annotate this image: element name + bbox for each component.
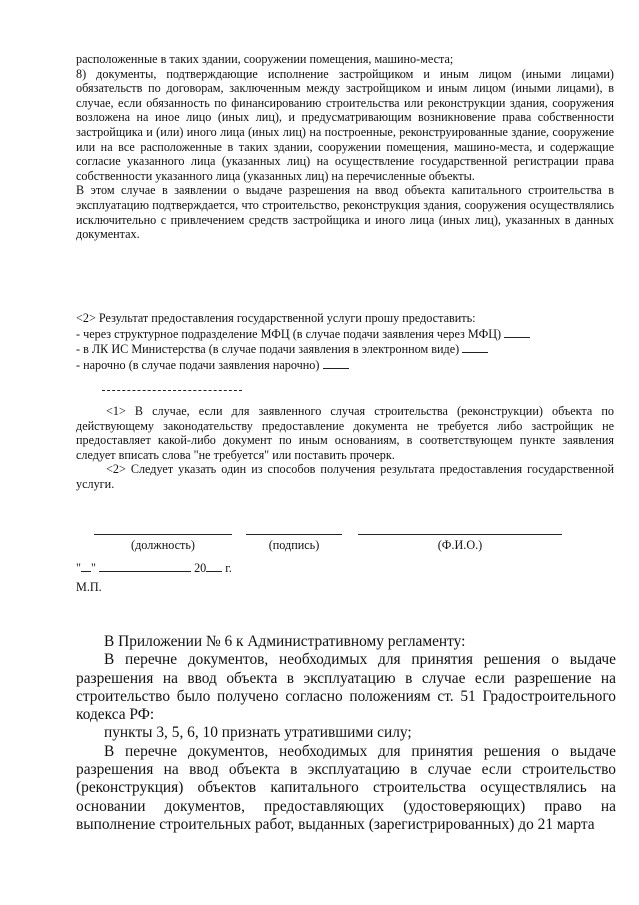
year-prefix: 20 xyxy=(194,561,207,575)
documents-list-block xyxy=(76,52,614,242)
option-hand-blank xyxy=(323,357,349,369)
option-lk-label: - в ЛК ИС Министерства (в случае подачи заявления в электронном виде) xyxy=(76,342,460,357)
list-item-8: 8) документы, подтверждающие исполнение застройщиком и иным лицом (иными лицами) обязательств по договорам, заключенным между застройщиком и иным лицом (иными лицами), в случае, если обязанность по финансированию строительства или реконструкции здания, сооружения возложена на иное лицо (иных лиц), и предусматривающим возникновение права собственности застройщика и (или) иного лица (иных лиц) на построенные, реконструированные здание, сооружение или на все расположенные в таких здании, сооружении помещения, машино-места, и содержащие согласие указанного лица (указанных лиц) на осуществление государственной регистрации права собственности указанного лица (указанных лиц) на перечисленные объекты. xyxy=(76,66,614,183)
position-line xyxy=(94,534,232,535)
signature-line xyxy=(246,534,342,535)
list-item-continuation: расположенные в таких здании, сооружении помещения, машино-места; xyxy=(76,52,454,66)
signature-caption: (подпись) xyxy=(268,538,320,552)
name-caption: (Ф.И.О.) xyxy=(437,538,483,552)
footnote-2: <2> Следует указать один из способов получения результата предоставления государственной услуги. xyxy=(76,462,614,491)
footnote-1: <1> В случае, если для заявленного случая строительства (реконструкции) объекта по действующему законодательству предоставление документа не требуется либо застройщик не предоставляет какой-либо документ по иным основаниям, в соответствующем пункте заявления следует вписать слова "не требуется" или поставить прочерк. xyxy=(76,404,614,462)
option-mfc-blank xyxy=(504,326,530,338)
date-line xyxy=(76,560,232,576)
date-quote-open: " xyxy=(76,561,81,575)
appendix-heading: В Приложении № 6 к Административному регламенту: xyxy=(104,633,466,650)
appendix-paragraph-3: В перечне документов, необходимых для принятия решения о выдаче разрешения на ввод объекта в эксплуатацию в случае если строительство (реконструкция) объектов капитального строительства осуществлялись на основании документов, предоставляющих (удостоверяющих) право на выполнение строительных работ, выданных (зарегистрированных) до 21 марта xyxy=(76,742,616,833)
position-caption: (должность) xyxy=(131,538,195,552)
result-method-block xyxy=(76,311,614,372)
name-line xyxy=(358,534,562,535)
month-blank xyxy=(99,560,191,572)
appendix-block xyxy=(76,633,616,834)
appendix-paragraph-1: В перечне документов, необходимых для принятия решения о выдаче разрешения на ввод объекта в эксплуатацию в случае если разрешение на строительство было получено согласно положениям ст. 51 Градостроительного кодекса РФ: xyxy=(76,651,616,724)
option-mfc-label: - через структурное подразделение МФЦ (в случае подачи заявления через МФЦ) xyxy=(76,326,502,341)
option-hand xyxy=(76,357,614,373)
footnotes-block xyxy=(76,404,614,492)
option-lk-blank xyxy=(462,341,488,353)
option-hand-label: - нарочно (в случае подачи заявления нарочно) xyxy=(76,357,320,372)
option-lk xyxy=(76,341,614,357)
stamp-label: М.П. xyxy=(76,580,102,594)
year-blank xyxy=(206,560,222,572)
option-mfc xyxy=(76,326,614,342)
appendix-paragraph-2: пункты 3, 5, 6, 10 признать утратившими силу; xyxy=(104,724,412,742)
footnote-separator xyxy=(102,390,242,391)
year-suffix: г. xyxy=(225,561,232,575)
confirmation-paragraph: В этом случае в заявлении о выдаче разрешения на ввод объекта капитального строительства в эксплуатацию подтверждается, что строительство, реконструкция здания, сооружения осуществлялись исключительно с привлечением средств застройщика и иного лица (иных лиц), указанных в данных документах. xyxy=(76,183,614,242)
result-heading: <2> Результат предоставления государственной услуги прошу предоставить: xyxy=(76,311,476,325)
date-quote-close: " xyxy=(90,561,96,575)
day-blank xyxy=(81,560,91,572)
